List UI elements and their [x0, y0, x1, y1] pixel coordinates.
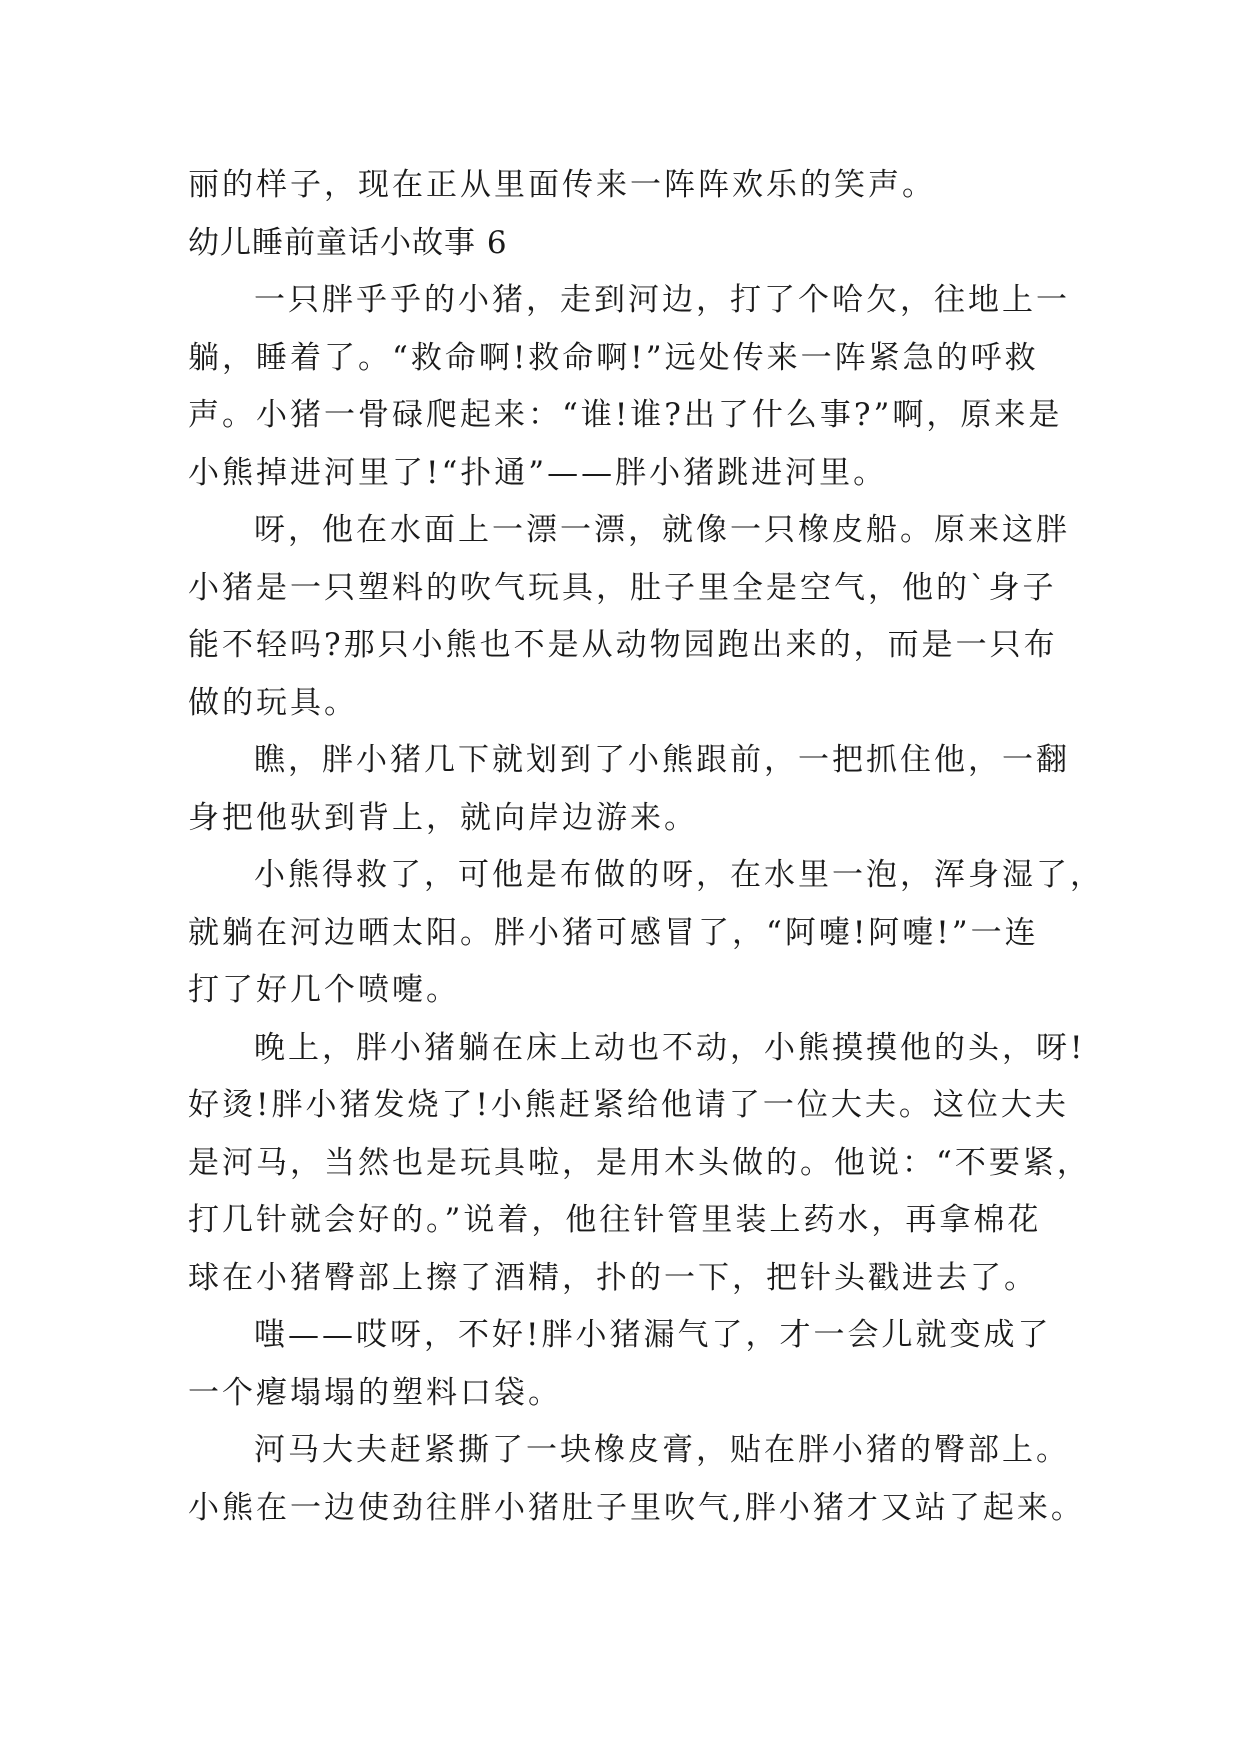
text-line: 打几针就会好的。”说着，他往针管里装上药水，再拿棉花	[188, 1202, 1042, 1238]
text-line: 一只胖乎乎的小猪，走到河边，打了个哈欠，往地上一	[254, 282, 1070, 318]
text-line: 就躺在河边晒太阳。胖小猪可感冒了，“阿嚏!阿嚏!”一连	[188, 914, 1039, 951]
text-line: 做的玩具。	[188, 684, 358, 721]
document-body	[188, 157, 1104, 1537]
text-line: 身把他驮到背上，就向岸边游来。	[188, 799, 698, 836]
text-line: 呀，他在水面上一漂一漂，就像一只橡皮船。原来这胖	[254, 512, 1070, 548]
text-line: 能不轻吗?那只小熊也不是从动物园跑出来的，而是一只布	[188, 627, 1058, 663]
text-line: 小熊掉进河里了!“扑通”——胖小猪跳进河里。	[188, 454, 888, 491]
text-line: 是河马，当然也是玩具啦，是用木头做的。他说：“不要紧，	[188, 1144, 1091, 1181]
text-line: 河马大夫赶紧撕了一块橡皮膏，贴在胖小猪的臀部上。	[254, 1432, 1070, 1468]
text-line: 小熊得救了，可他是布做的呀，在水里一泡，浑身湿了，	[254, 857, 1104, 893]
text-line: 晚上，胖小猪躺在床上动也不动，小熊摸摸他的头，呀!	[254, 1029, 1086, 1066]
text-line: 打了好几个喷嚏。	[188, 972, 460, 1008]
text-line: 瞧，胖小猪几下就划到了小熊跟前，一把抓住他，一翻	[254, 742, 1070, 778]
section-heading: 幼儿睡前童话小故事 6	[188, 224, 508, 261]
text-line: 好烫!胖小猪发烧了!小熊赶紧给他请了一位大夫。这位大夫	[188, 1087, 1069, 1123]
text-line: 嗤——哎呀，不好!胖小猪漏气了，才一会儿就变成了	[254, 1317, 1052, 1353]
text-line: 声。小猪一骨碌爬起来：“谁!谁?出了什么事?”啊，原来是	[188, 397, 1063, 433]
text-line: 小熊在一边使劲往胖小猪肚子里吹气,胖小猪才又站了起来。	[188, 1489, 1085, 1526]
text-line: 躺，睡着了。“救命啊!救命啊!”远处传来一阵紧急的呼救	[188, 339, 1039, 376]
text-line: 小猪是一只塑料的吹气玩具，肚子里全是空气，他的`身子	[188, 569, 1057, 606]
text-line: 球在小猪臀部上擦了酒精，扑的一下，把针头戳进去了。	[188, 1259, 1038, 1296]
text-line: 丽的样子，现在正从里面传来一阵阵欢乐的笑声。	[188, 167, 936, 203]
text-line: 一个瘪塌塌的塑料口袋。	[188, 1374, 562, 1411]
